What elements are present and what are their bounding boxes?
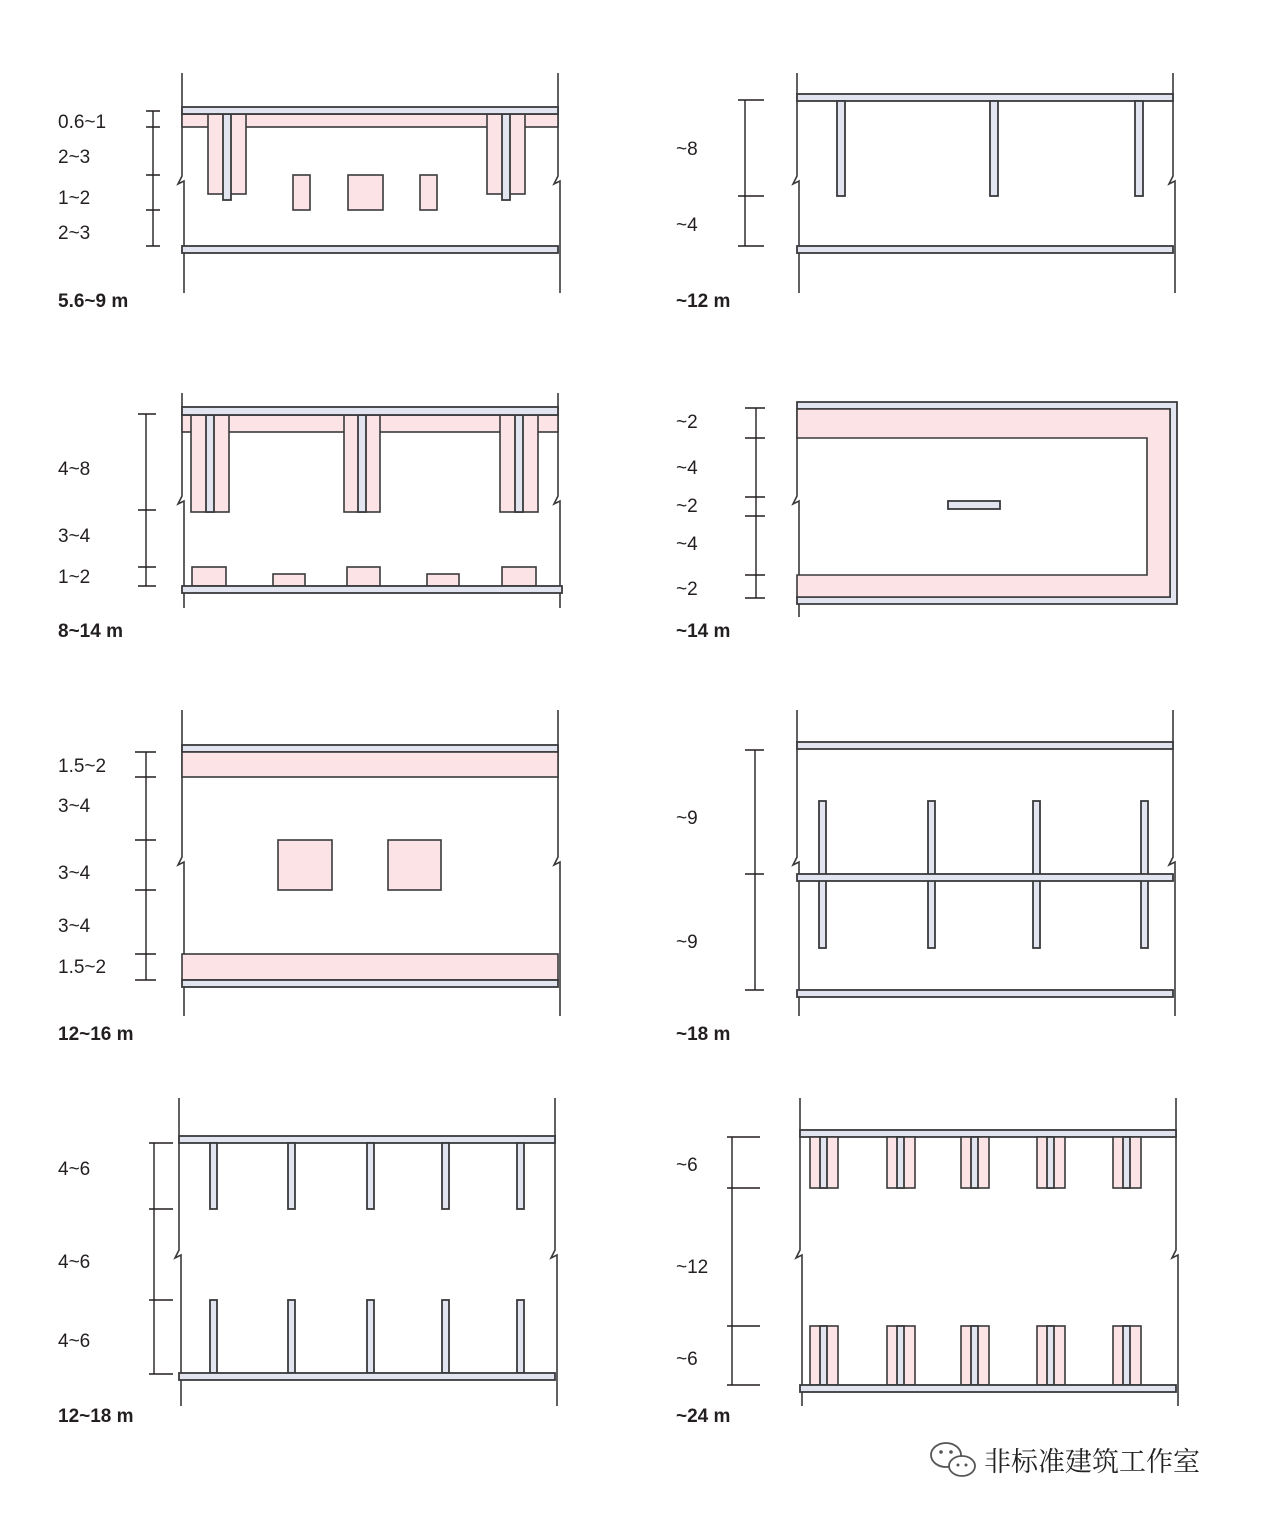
diagram-3 <box>58 393 562 642</box>
width-label: 12~18 m <box>58 1406 134 1427</box>
dim-label: ~2 <box>676 412 698 433</box>
dim-label: 1~2 <box>58 188 91 209</box>
dim-label: 4~6 <box>58 1252 91 1273</box>
dim-label: 4~6 <box>58 1159 91 1180</box>
width-label: ~14 m <box>676 621 731 642</box>
diagram-8 <box>676 1098 1178 1427</box>
dim-label: 2~3 <box>58 223 91 244</box>
dim-label: 1.5~2 <box>58 957 107 978</box>
dim-label: ~6 <box>676 1155 698 1176</box>
dim-label: ~9 <box>676 932 698 953</box>
dim-label: ~2 <box>676 496 698 517</box>
diagram-6 <box>676 710 1175 1045</box>
wechat-icon <box>931 1443 975 1476</box>
dim-label: 2~3 <box>58 147 91 168</box>
diagram-5 <box>58 710 560 1045</box>
dim-label: 3~4 <box>58 863 91 884</box>
width-label: ~12 m <box>676 291 731 312</box>
dim-label: ~4 <box>676 534 698 555</box>
diagram-7 <box>58 1098 557 1427</box>
dim-label: ~2 <box>676 579 698 600</box>
dim-label: 3~4 <box>58 796 91 817</box>
dim-label: 1~2 <box>58 567 91 588</box>
dim-label: 3~4 <box>58 916 91 937</box>
dim-label: 4~6 <box>58 1331 91 1352</box>
dim-label: ~6 <box>676 1349 698 1370</box>
width-label: ~24 m <box>676 1406 731 1427</box>
width-label: 8~14 m <box>58 621 123 642</box>
width-label: 5.6~9 m <box>58 291 129 312</box>
watermark-text: 非标准建筑工作室 <box>984 1447 1200 1478</box>
diagram-1 <box>58 73 560 312</box>
dim-label: 4~8 <box>58 459 91 480</box>
diagram-2 <box>676 73 1175 312</box>
dim-label: ~8 <box>676 139 698 160</box>
dim-label: 0.6~1 <box>58 112 107 133</box>
dim-label: ~4 <box>676 215 698 236</box>
dim-label: 1.5~2 <box>58 756 107 777</box>
watermark <box>931 1443 1200 1478</box>
width-label: 12~16 m <box>58 1024 134 1045</box>
dim-label: ~12 <box>676 1257 709 1278</box>
diagram-4 <box>676 402 1177 642</box>
dim-label: 3~4 <box>58 526 91 547</box>
dim-label: ~4 <box>676 458 698 479</box>
width-label: ~18 m <box>676 1024 731 1045</box>
dim-label: ~9 <box>676 808 698 829</box>
